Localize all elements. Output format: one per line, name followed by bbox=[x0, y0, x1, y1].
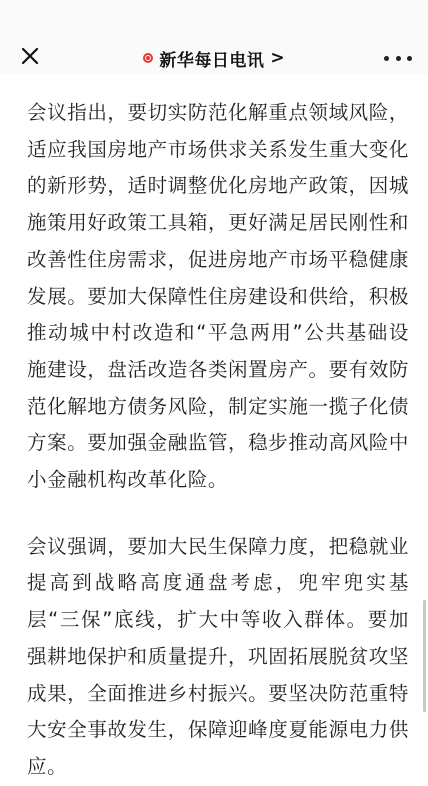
account-logo-icon bbox=[143, 53, 153, 63]
more-dot-icon bbox=[407, 56, 412, 61]
more-dot-icon bbox=[384, 56, 389, 61]
article-paragraph: 会议指出，要切实防范化解重点领域风险，适应我国房地产市场供求关系发生重大变化的新形势，适时调整优化房地产政策，因城施策用好政策工具箱，更好满足居民刚性和改善性住房需求，促进房地产市场平稳健康发展。要加大保障性住房建设和供给，积极推动城中村改造和“平急两用”公共基础设施建设，盘活改造各类闲置房产。要有效防范化解地方债务风险，制定实施一揽子化债方案。要加强金融监管，稳步推动高风险中小金融机构改革化险。 bbox=[27, 101, 409, 492]
scrollbar[interactable] bbox=[423, 600, 426, 712]
account-name: 新华每日电讯 bbox=[159, 50, 265, 71]
more-options-button[interactable] bbox=[384, 44, 412, 72]
article-body bbox=[27, 95, 409, 786]
chevron-right-icon: > bbox=[270, 48, 285, 68]
top-navigation-bar bbox=[0, 0, 428, 74]
article-paragraph: 会议强调，要加大民生保障力度，把稳就业提高到战略高度通盘考虑，兜牢兜实基层“三保”底线，扩大中等收入群体。要加强耕地保护和质量提升，巩固拓展脱贫攻坚成果，全面推进乡村振兴。要坚决防范重特大安全事故发生，保障迎峰度夏能源电力供应。 bbox=[27, 534, 409, 778]
account-title-link[interactable] bbox=[0, 44, 428, 72]
more-dot-icon bbox=[396, 56, 401, 61]
